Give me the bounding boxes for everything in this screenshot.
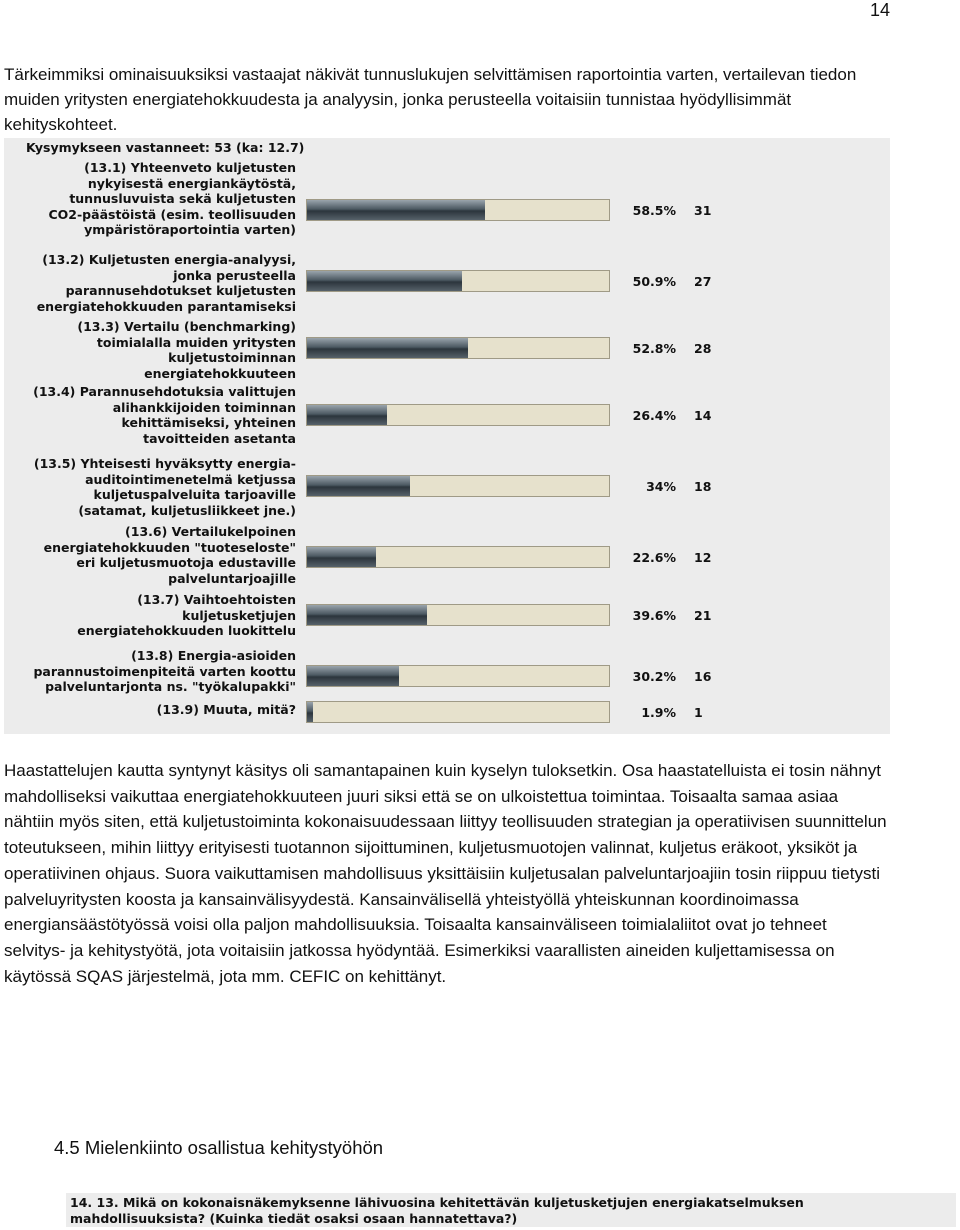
chart-header: Kysymykseen vastanneet: 53 (ka: 12.7) [26, 140, 305, 155]
bar-fill [307, 476, 410, 496]
question-label-line: kuljetuspalveluita tarjoaville [93, 487, 296, 502]
question-label-line: eri kuljetusmuotoja edustaville [76, 555, 296, 570]
question-label [0, 384, 296, 446]
percent-label: 52.8% [632, 341, 676, 356]
question-label-line: (13.1) Yhteenveto kuljetusten [84, 160, 296, 175]
count-label: 12 [694, 550, 712, 565]
question-label-line: (13.6) Vertailukelpoinen [125, 524, 296, 539]
count-label: 14 [694, 408, 712, 423]
question-label-line: toimialalla muiden yritysten [96, 334, 296, 350]
question-label-line: (13.2) Kuljetusten energia-analyysi, [42, 252, 296, 267]
bar-track [306, 665, 610, 687]
intro-paragraph: Tärkeimmiksi ominaisuuksiksi vastaajat näkivät tunnuslukujen selvittämisen raportointia varten, vertailevan tiedon muiden yritysten energiatehokkuudesta ja analyysin, jonka perusteella voitaisiin tunnistaa hyödyllisimmät kehityskohteet. [4, 65, 857, 134]
count-label: 18 [694, 479, 712, 494]
body-paragraph: Haastattelujen kautta syntynyt käsitys oli samantapainen kuin kyselyn tuloksetkin. Osa haastatelluista ei tosin nähnyt mahdolliseksi vaikuttaa energiatehokkuuteen juuri siksi että se on ulkoistettua toimintaa. Toisaalta samaa asiaa nähtiin myös siten, että kuljetustoiminta kokonaisuudessaan liittyy teollisuuden strategian ja operatiivisen suunnittelun toteutukseen, mihin liittyy erityisesti tuotannon sijoittuminen, kuljetusmuotojen valinnat, kuljetus eräkoot, yksiköt ja operatiivinen ohjaus. Suora vaikuttamisen mahdollisuus yksittäisiin kuljetusalan palveluntarjoajiin tosin riippuu tietysti palveluyritysten koosta ja kansainvälisyydestä. Kansainvälisellä yhteistyöllä yhteiskunnan koordinoimassa energiansäästötyössä voisi olla paljon mahdollisuuksia. Toisaalta kansainväliseen toimialaliitot ovat jo tehneet selvitys- ja kehitystyötä, jota voitaisiin jatkossa hyödyntää. Esimerkiksi vaarallisten aineiden kuljettamisessa on käytössä SQAS järjestelmä, jota mm. CEFIC on kehittänyt. [4, 761, 887, 986]
question-label-line: tavoitteiden asetanta [143, 430, 296, 446]
question-label-line: (13.7) Vaihtoehtoisten [137, 592, 296, 607]
next-question-line: 14. 13. Mikä on kokonaisnäkemyksenne lähivuosina kehitettävän kuljetusketjujen energiakatselmuksen [70, 1195, 804, 1210]
question-label [0, 456, 296, 518]
bar-track [306, 475, 610, 497]
percent-label: 26.4% [632, 408, 676, 423]
percent-label: 58.5% [632, 203, 676, 218]
question-label-line: parannustoimenpiteitä varten koottu [33, 663, 296, 679]
question-label [0, 160, 296, 238]
bar-track [306, 604, 610, 626]
bar-track [306, 404, 610, 426]
section-heading: 4.5 Mielenkiinto osallistua kehitystyöhön [54, 1137, 384, 1158]
bar-track [306, 199, 610, 221]
question-label-line: (13.5) Yhteisesti hyväksytty energia- [33, 456, 296, 471]
question-label-line: (13.4) Parannusehdotuksia valittujen [33, 384, 296, 399]
bar-fill [307, 200, 485, 220]
question-label-line: (13.3) Vertailu (benchmarking) [77, 319, 296, 334]
question-label-line: tunnusluvuista sekä kuljetusten [69, 191, 296, 206]
question-label-line: palveluntarjonta ns. "työkalupakki" [45, 679, 296, 694]
percent-label: 34% [646, 479, 676, 494]
count-label: 27 [694, 274, 712, 289]
bar-fill [307, 405, 387, 425]
question-label-line: jonka perusteella [173, 267, 296, 283]
bar-track [306, 270, 610, 292]
percent-label: 22.6% [632, 550, 676, 565]
count-label: 28 [694, 341, 712, 356]
bar-fill [307, 271, 462, 291]
question-label [0, 252, 296, 314]
percent-label: 30.2% [632, 669, 676, 684]
question-label-line: kuljetusketjujen [182, 607, 296, 623]
question-label-line: alihankkijoiden toiminnan [112, 399, 296, 415]
count-label: 1 [694, 705, 703, 720]
bar-track [306, 337, 610, 359]
question-label [0, 702, 296, 718]
question-label-line: energiatehokkuuden luokittelu [77, 623, 296, 638]
next-question-line: mahdollisuuksista? (Kuinka tiedät osaksi osaan hannatettava?) [70, 1211, 518, 1226]
bar-fill [307, 338, 468, 358]
count-label: 21 [694, 608, 712, 623]
bar-fill [307, 605, 427, 625]
bar-fill [307, 547, 376, 567]
percent-label: 1.9% [641, 705, 676, 720]
bar-fill [307, 666, 399, 686]
question-label-line: auditointimenetelmä ketjussa [85, 471, 296, 487]
survey-bar-chart [4, 138, 890, 734]
bar-track [306, 546, 610, 568]
question-label-line: energiatehokkuuden parantamiseksi [36, 298, 296, 314]
question-label-line: (13.8) Energia-asioiden [131, 648, 296, 663]
question-label-line: kuljetustoiminnan [168, 350, 296, 365]
question-label-line: energiatehokkuuteen [144, 365, 296, 381]
question-label [0, 319, 296, 381]
question-label [0, 648, 296, 695]
count-label: 16 [694, 669, 712, 684]
question-label [0, 592, 296, 639]
question-label-line: nykyisestä energiankäytöstä, [87, 175, 296, 191]
question-label-line: (satamat, kuljetusliikkeet jne.) [78, 502, 296, 518]
bar-track [306, 701, 610, 723]
question-label-line: energiatehokkuuden "tuoteseloste" [43, 539, 296, 555]
percent-label: 39.6% [632, 608, 676, 623]
body-text [4, 758, 888, 989]
count-label: 31 [694, 203, 712, 218]
page-number: 14 [869, 0, 890, 20]
bar-fill [307, 702, 313, 722]
question-label [0, 524, 296, 586]
question-label-line: parannusehdotukset kuljetusten [65, 283, 296, 298]
percent-label: 50.9% [632, 274, 676, 289]
question-label-line: CO2-päästöistä (esim. teollisuuden [48, 206, 296, 222]
question-label-line: (13.9) Muuta, mitä? [156, 702, 296, 717]
question-label-line: kehittämiseksi, yhteinen [121, 415, 296, 430]
question-label-line: palveluntarjoajille [168, 570, 296, 586]
next-question-banner [66, 1193, 956, 1227]
question-label-line: ympäristöraportointia varten) [84, 222, 296, 237]
